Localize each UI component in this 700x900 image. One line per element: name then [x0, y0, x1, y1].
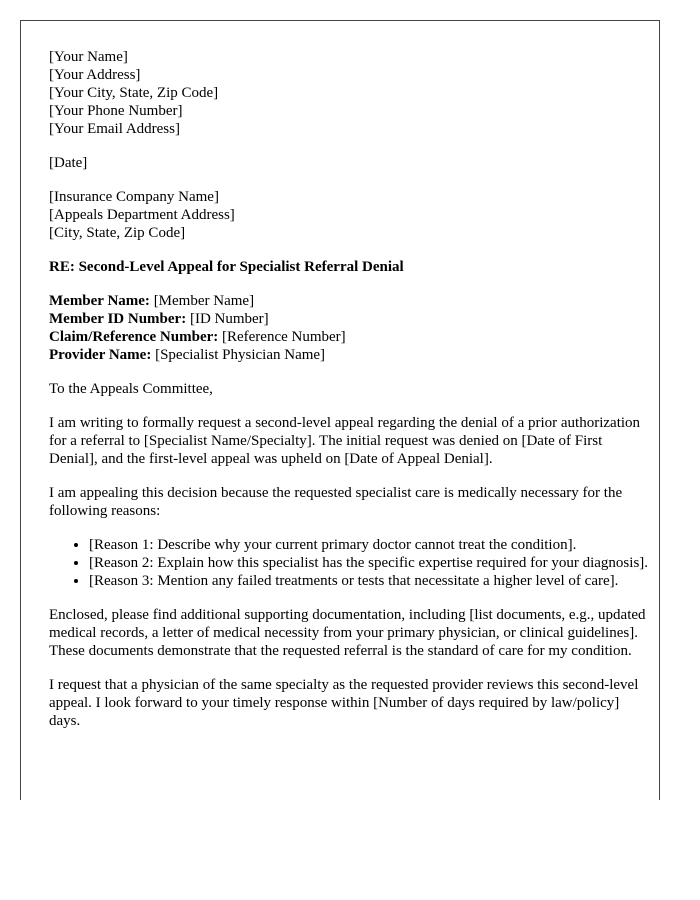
detail-value: [Reference Number]: [218, 329, 346, 345]
detail-member-name: [49, 292, 649, 310]
paragraph-review-request: I request that a physician of the same specialty as the requested provider reviews this second-level appeal. I look forward to your timely response within [Number of days required by law/policy] days.: [49, 677, 639, 729]
recipient-department-address: [Appeals Department Address]: [49, 207, 235, 223]
reason-item: • [Reason 2: Explain how this specialist has the specific expertise required for your diagnosis].: [89, 554, 649, 572]
paragraph-enclosures: Enclosed, please find additional supporting documentation, including [list documents, e.g., updated medical records, a letter of medical necessity from your primary physician, or clinical guidelines]. These documents demonstrate that the requested referral is the standard of care for my condition.: [49, 607, 646, 659]
sender-block: [49, 48, 649, 138]
detail-member-id: [49, 310, 649, 328]
detail-label: Member ID Number:: [49, 311, 187, 327]
letter-date: [Date]: [49, 155, 88, 171]
paragraph-reasons-intro: I am appealing this decision because the requested specialist care is medically necessary for the following reasons:: [49, 485, 623, 519]
paragraph-request: I am writing to formally request a second-level appeal regarding the denial of a prior authorization for a referral to [Specialist Name/Specialty]. The initial request was denied on [Date of First Denial], and the first-level appeal was upheld on [Date of Appeal Denial].: [49, 415, 641, 467]
sender-city-state-zip: [Your City, State, Zip Code]: [49, 85, 219, 101]
sender-email: [Your Email Address]: [49, 121, 180, 137]
date-block: [49, 154, 649, 172]
detail-label: Member Name:: [49, 293, 150, 309]
detail-value: [ID Number]: [186, 311, 269, 327]
recipient-company: [Insurance Company Name]: [49, 189, 219, 205]
detail-label: Claim/Reference Number:: [49, 329, 219, 345]
subject-line: RE: Second-Level Appeal for Specialist Referral Denial: [49, 259, 404, 275]
recipient-city-state-zip: [City, State, Zip Code]: [49, 225, 186, 241]
salutation: To the Appeals Committee,: [49, 381, 213, 397]
details-block: [49, 292, 649, 364]
detail-value: [Specialist Physician Name]: [151, 347, 326, 363]
sender-phone: [Your Phone Number]: [49, 103, 183, 119]
sender-address: [Your Address]: [49, 67, 141, 83]
detail-value: [Member Name]: [149, 293, 255, 309]
reasons-list: [49, 536, 649, 590]
detail-provider-name: [49, 346, 649, 364]
reason-item: • [Reason 1: Describe why your current primary doctor cannot treat the condition].: [89, 536, 649, 554]
appeal-letter: [49, 48, 649, 746]
detail-label: Provider Name:: [49, 347, 152, 363]
recipient-block: [49, 188, 649, 242]
reason-item: • [Reason 3: Mention any failed treatments or tests that necessitate a higher level of care].: [89, 572, 649, 590]
detail-claim-reference: [49, 328, 649, 346]
sender-name: [Your Name]: [49, 49, 128, 65]
